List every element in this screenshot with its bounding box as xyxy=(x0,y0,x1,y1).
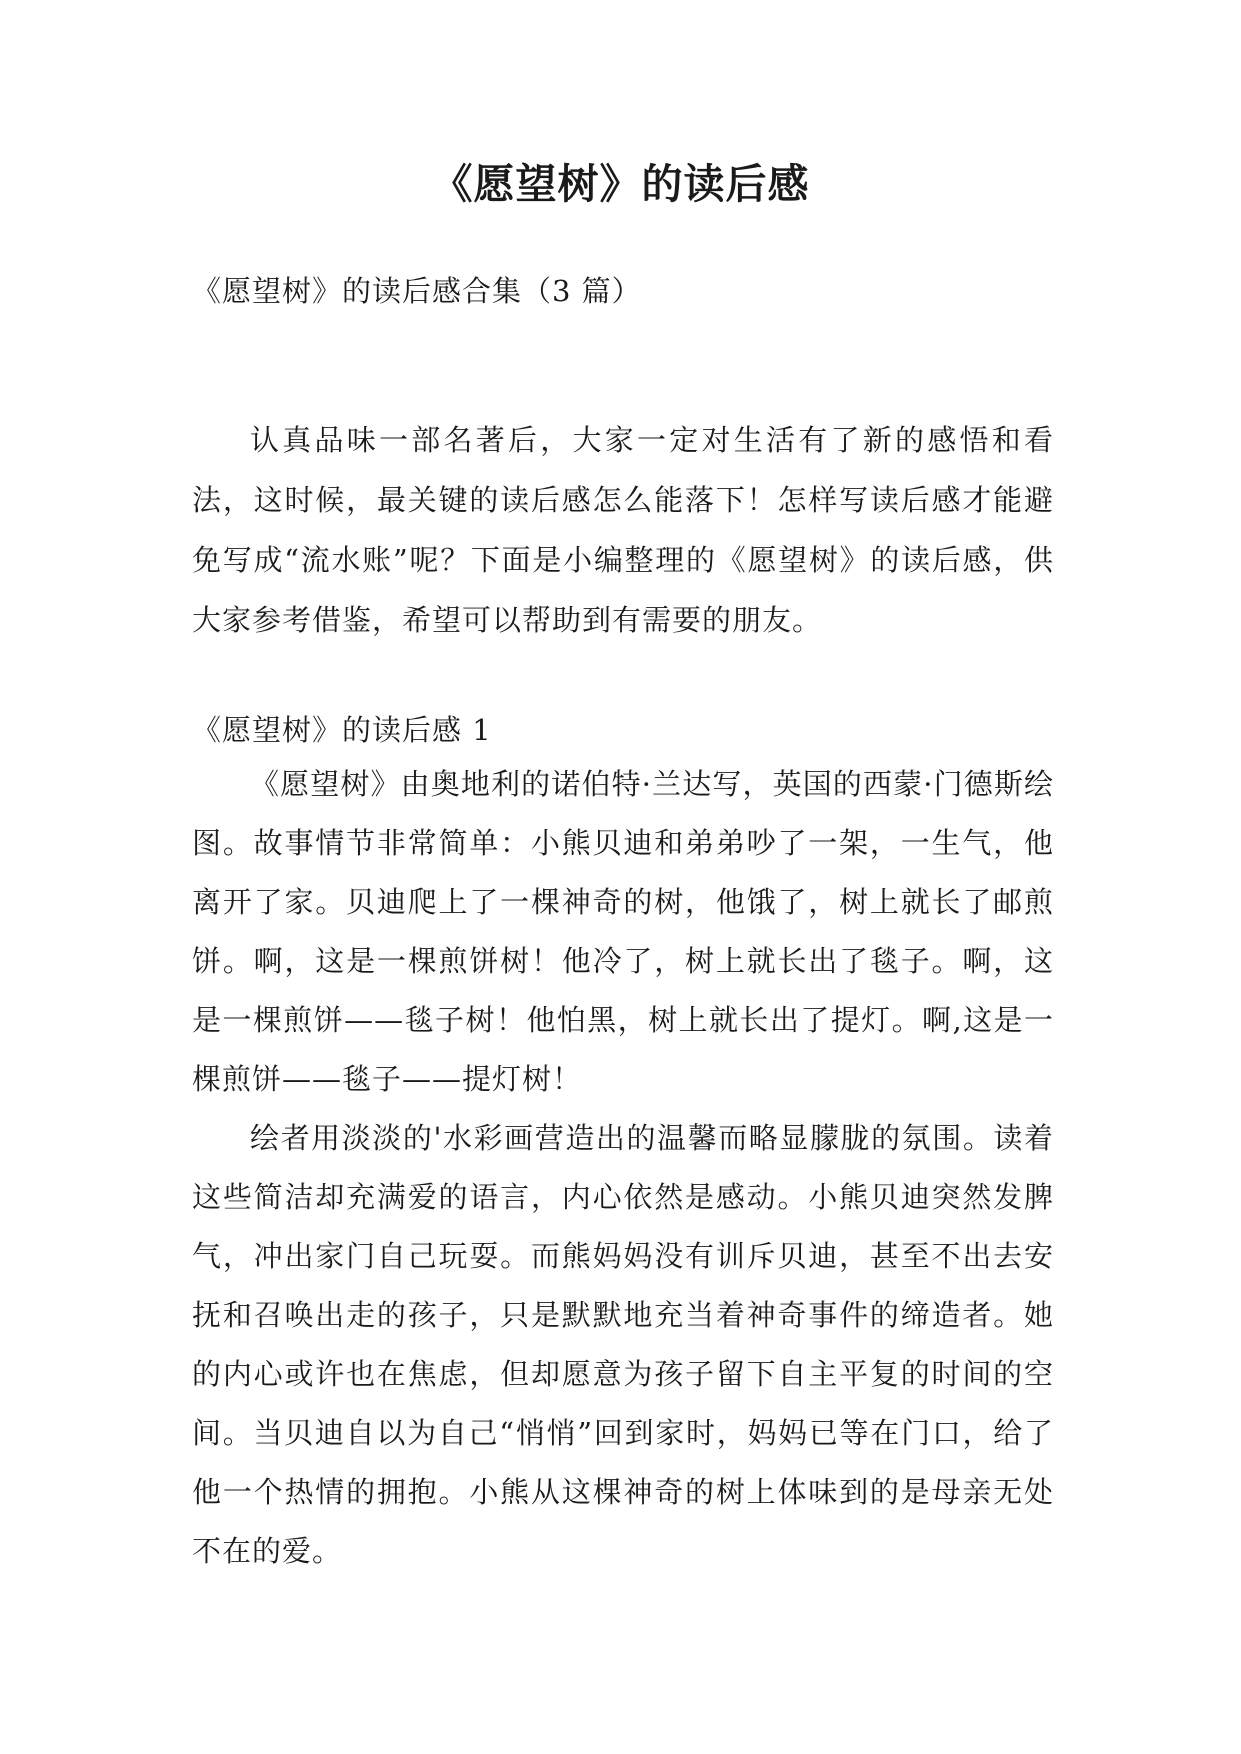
section-body-1 xyxy=(192,755,1054,1581)
body-paragraph: 绘者用淡淡的'水彩画营造出的温馨而略显朦胧的氛围。读着这些简洁却充满爱的语言，内心依然是感动。小熊贝迪突然发脾气，冲出家门自己玩耍。而熊妈妈没有训斥贝迪，甚至不出去安抚和召唤出走的孩子，只是默默地充当着神奇事件的缔造者。她的内心或许也在焦虑，但却愿意为孩子留下自主平复的时间的空间。当贝迪自以为自己“悄悄”回到家时，妈妈已等在门口，给了他一个热情的拥抱。小熊从这棵神奇的树上体味到的是母亲无处不在的爱。 xyxy=(192,1121,1054,1568)
body-paragraph: 《愿望树》由奥地利的诺伯特·兰达写，英国的西蒙·门德斯绘图。故事情节非常简单：小熊贝迪和弟弟吵了一架，一生气，他离开了家。贝迪爬上了一棵神奇的树，他饿了，树上就长了邮煎饼。啊，这是一棵煎饼树！他冷了，树上就长出了毯子。啊，这是一棵煎饼——毯子树！他怕黑，树上就长出了提灯。啊,这是一棵煎饼——毯子——提灯树！ xyxy=(192,767,1054,1096)
collection-subtitle: 《愿望树》的读后感合集（3 篇） xyxy=(192,274,642,308)
intro-paragraph: 认真品味一部名著后，大家一定对生活有了新的感悟和看法，这时候，最关键的读后感怎么能落下！怎样写读后感才能避免写成“流水账”呢？下面是小编整理的《愿望树》的读后感，供大家参考借鉴，希望可以帮助到有需要的朋友。 xyxy=(192,423,1054,637)
document-title: 《愿望树》的读后感 xyxy=(431,160,810,208)
section-heading-1: 《愿望树》的读后感 1 xyxy=(192,713,492,747)
